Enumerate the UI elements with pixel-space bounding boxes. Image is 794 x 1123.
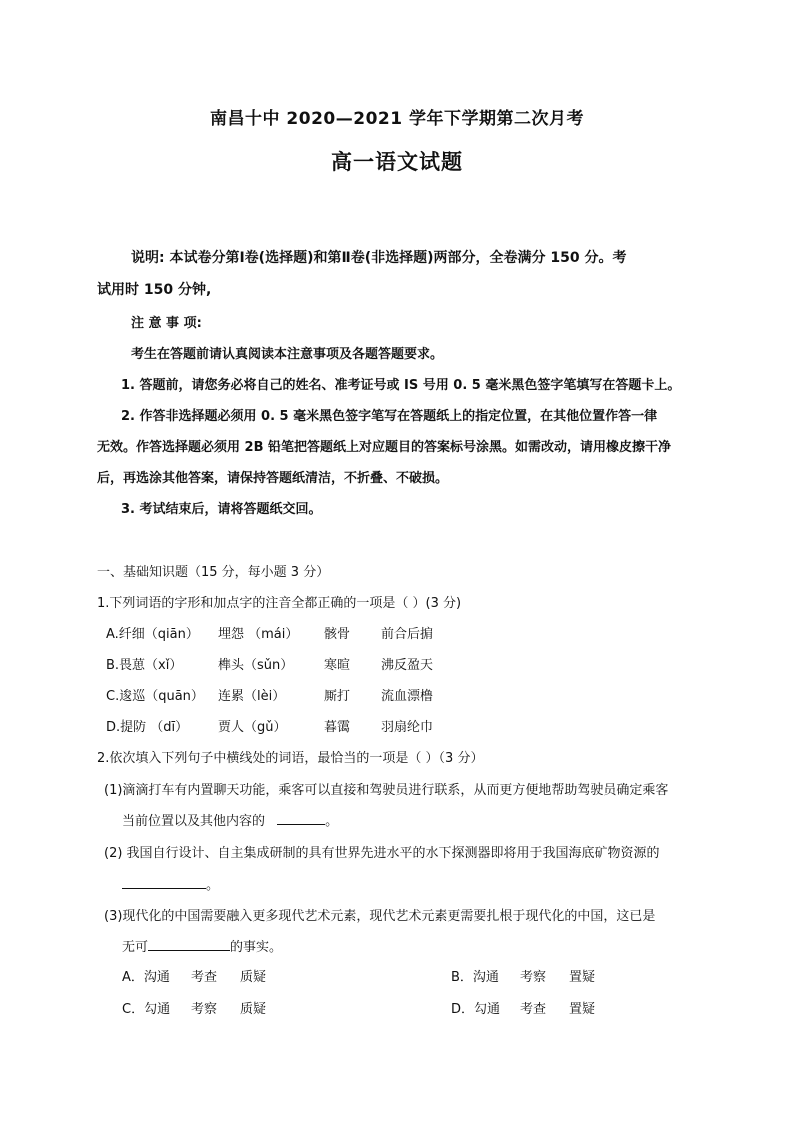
exam-title: 南昌十中 2020—2021 学年下学期第二次月考 — [210, 109, 584, 129]
q1-option-a-word-2: 埋怨 （mái） — [218, 627, 299, 642]
note-intro: 考生在答题前请认真阅读本注意事项及各题答题要求。 — [131, 347, 444, 362]
q2-blank-1 — [277, 810, 325, 825]
q2-option-c-word-3: 质疑 — [240, 1002, 267, 1017]
q2-option-d-word-1: D．勾通 — [451, 1002, 501, 1017]
note-3: 3. 考试结束后，请将答题纸交回。 — [121, 502, 322, 517]
q2-option-a-word-1: A．沟通 — [122, 970, 170, 985]
q1-option-c-word-1: C.逡巡（quān） — [106, 689, 204, 704]
note-2-line-3: 后，再选涂其他答案，请保持答题纸清洁，不折叠、不破损。 — [97, 471, 449, 486]
instruction-line-1: 说明: 本试卷分第Ⅰ卷(选择题)和第Ⅱ卷(非选择题)两部分，全卷满分 150 分。考 — [131, 250, 627, 266]
question-2-stem: 2.依次填入下列句子中横线处的词语，最恰当的一项是（ ）（3 分） — [97, 751, 484, 766]
q2-option-b-word-3: 置疑 — [569, 970, 596, 985]
section-heading: 一、基础知识题（15 分，每小题 3 分） — [97, 565, 330, 580]
q2-sentence-1-line-1: (1)滴滴打车有内置聊天功能，乘客可以直接和驾驶员进行联系，从而更方便地帮助驾驶员确定乘客 — [104, 783, 669, 798]
q2-blank-3 — [148, 936, 230, 951]
q1-option-b-word-2: 榫头（sǔn） — [218, 658, 294, 673]
q2-option-c-word-2: 考察 — [191, 1002, 218, 1017]
q2-sentence-3-line-1: (3)现代化的中国需要融入更多现代艺术元素，现代艺术元素更需要扎根于现代化的中国，这已是 — [104, 909, 656, 924]
note-2-line-1: 2. 作答非选择题必须用 0. 5 毫米黑色签字笔写在答题纸上的指定位置，在其他位置作答一律 — [121, 409, 658, 424]
q1-option-d-word-2: 贾人（gǔ） — [218, 720, 287, 735]
instruction-line-2: 试用时 150 分钟, — [97, 282, 212, 298]
q1-option-c-word-4: 流血漂橹 — [381, 689, 434, 704]
note-2-line-2: 无效。作答选择题必须用 2B 铅笔把答题纸上对应题目的答案标号涂黑。如需改动，请用橡皮擦干净 — [97, 440, 672, 455]
q2-sentence-3-text: 无可 — [122, 940, 149, 955]
q1-option-b-word-4: 沸反盈天 — [381, 658, 434, 673]
exam-subtitle: 高一语文试题 — [331, 150, 463, 174]
note-1: 1. 答题前，请您务必将自己的姓名、准考证号或 IS 号用 0. 5 毫米黑色签字笔填写在答题卡上。 — [121, 378, 681, 393]
q2-sentence-3-end: 的事实。 — [230, 940, 283, 955]
q1-option-c-word-3: 厮打 — [324, 689, 351, 704]
q1-option-d-word-1: D.提防 （dī） — [106, 720, 189, 735]
q1-option-b-word-1: B.畏葸（xǐ） — [106, 658, 183, 673]
q1-option-a-word-4: 前合后掮 — [381, 627, 434, 642]
q2-option-d-word-2: 考查 — [520, 1002, 547, 1017]
q2-sentence-2-line-2 — [122, 874, 219, 893]
notes-label: 注 意 事 项: — [131, 316, 202, 331]
q2-option-b-word-1: B．沟通 — [451, 970, 499, 985]
q2-option-b-word-2: 考察 — [520, 970, 547, 985]
q2-sentence-3-line-2 — [122, 936, 282, 955]
q1-option-d-word-4: 羽扇纶巾 — [381, 720, 434, 735]
q1-option-c-word-2: 连累（lèi） — [218, 689, 286, 704]
q2-sentence-1-end: 。 — [325, 814, 339, 829]
q1-option-a-word-3: 骸骨 — [324, 627, 351, 642]
q2-option-a-word-2: 考查 — [191, 970, 218, 985]
q2-sentence-1-text: 当前位置以及其他内容的 — [122, 814, 266, 829]
q2-option-a-word-3: 质疑 — [240, 970, 267, 985]
q2-sentence-1-line-2 — [122, 810, 338, 829]
q2-blank-2 — [122, 874, 206, 889]
q1-option-b-word-3: 寒暄 — [324, 658, 351, 673]
question-1-stem: 1.下列词语的字形和加点字的注音全都正确的一项是（ ）(3 分) — [97, 596, 462, 611]
q1-option-d-word-3: 暮霭 — [324, 720, 351, 735]
q2-sentence-2-end: 。 — [206, 878, 220, 893]
q2-option-c-word-1: C．勾通 — [122, 1002, 171, 1017]
q2-sentence-2-line-1: (2) 我国自行设计、自主集成研制的具有世界先进水平的水下探测器即将用于我国海底矿物资源的 — [104, 846, 660, 861]
q1-option-a-word-1: A.纤细（qiān） — [106, 627, 199, 642]
q2-option-d-word-3: 置疑 — [569, 1002, 596, 1017]
